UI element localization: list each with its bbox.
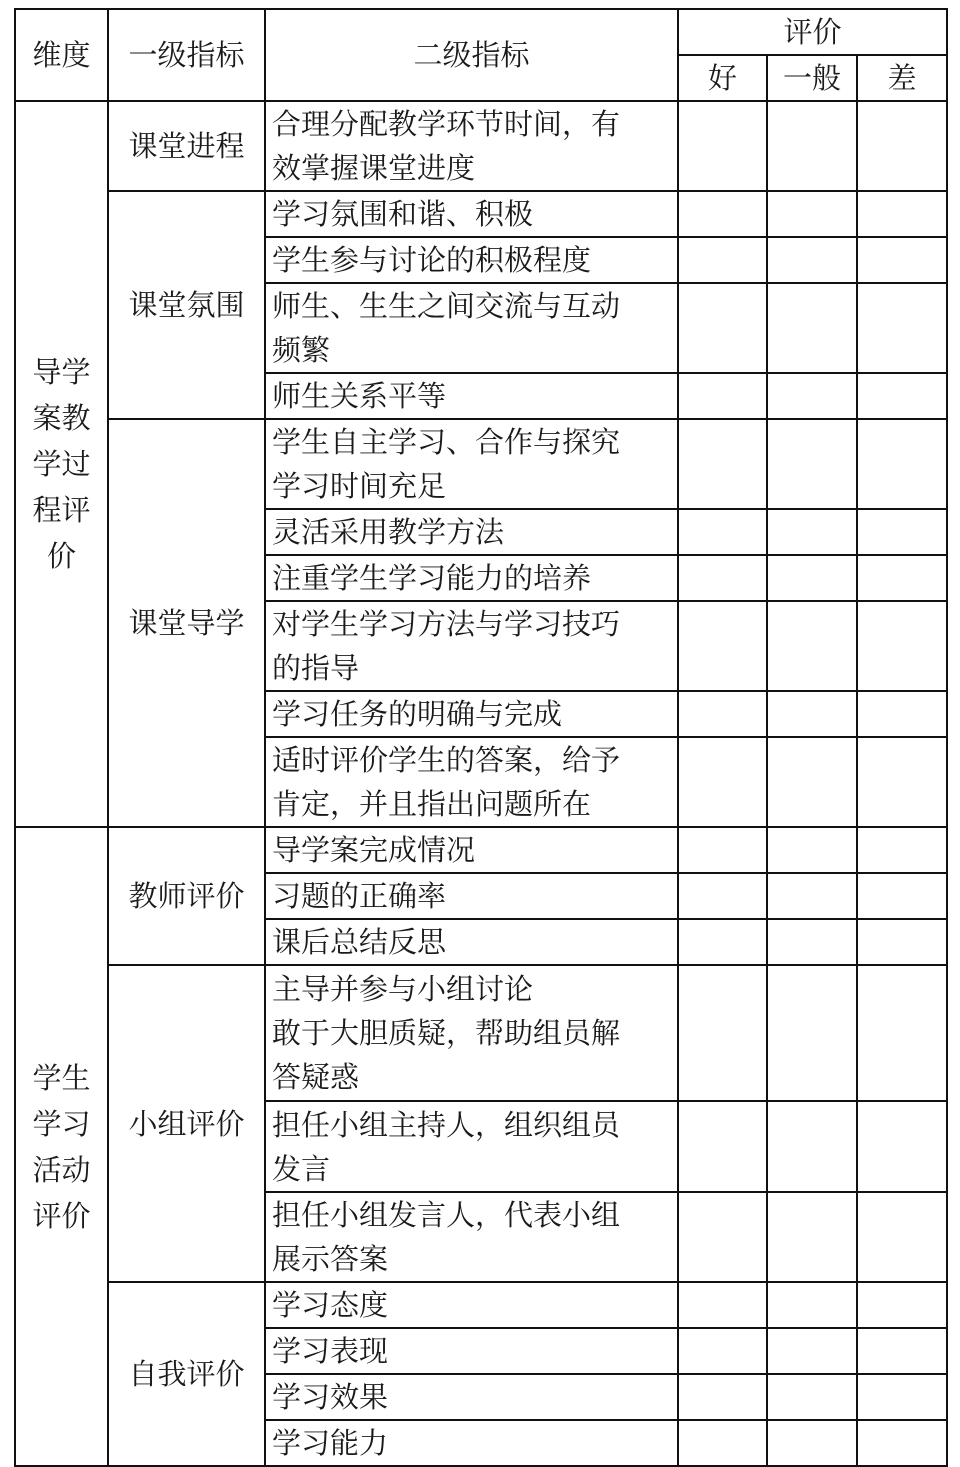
rating-good-cell[interactable] <box>678 965 767 1101</box>
level2-cell: 学习态度 <box>265 1282 678 1328</box>
rating-poor-cell[interactable] <box>857 283 947 373</box>
rating-good-cell[interactable] <box>678 1420 767 1466</box>
rating-poor-cell[interactable] <box>857 1282 947 1328</box>
level2-cell: 担任小组发言人，代表小组 展示答案 <box>265 1192 678 1282</box>
rating-good-cell[interactable] <box>678 509 767 555</box>
table-row <box>15 191 947 237</box>
rating-poor-cell[interactable] <box>857 373 947 419</box>
rating-good-cell[interactable] <box>678 373 767 419</box>
rating-poor-cell[interactable] <box>857 737 947 827</box>
header-evaluation: 评价 <box>678 9 947 55</box>
header-level2: 二级指标 <box>265 9 678 101</box>
rating-good-cell[interactable] <box>678 1374 767 1420</box>
level2-cell: 学习效果 <box>265 1374 678 1420</box>
level1-cell: 小组评价 <box>108 965 265 1282</box>
level1-cell: 自我评价 <box>108 1282 265 1466</box>
level2-cell: 学生参与讨论的积极程度 <box>265 237 678 283</box>
table-row <box>15 419 947 509</box>
table-row <box>15 827 947 873</box>
rating-average-cell[interactable] <box>767 283 857 373</box>
dimension-cell: 学生 学习 活动 评价 <box>15 827 108 1466</box>
rating-poor-cell[interactable] <box>857 509 947 555</box>
header-average: 一般 <box>767 55 857 101</box>
level2-cell: 学习任务的明确与完成 <box>265 691 678 737</box>
rating-average-cell[interactable] <box>767 965 857 1101</box>
level2-cell: 合理分配教学环节时间，有 效掌握课堂进度 <box>265 101 678 191</box>
rating-average-cell[interactable] <box>767 419 857 509</box>
rating-good-cell[interactable] <box>678 419 767 509</box>
rating-good-cell[interactable] <box>678 1101 767 1192</box>
rating-poor-cell[interactable] <box>857 873 947 919</box>
rating-poor-cell[interactable] <box>857 191 947 237</box>
rating-poor-cell[interactable] <box>857 965 947 1101</box>
rating-average-cell[interactable] <box>767 101 857 191</box>
rating-good-cell[interactable] <box>678 737 767 827</box>
rating-good-cell[interactable] <box>678 101 767 191</box>
rating-average-cell[interactable] <box>767 601 857 691</box>
rating-good-cell[interactable] <box>678 191 767 237</box>
rating-average-cell[interactable] <box>767 691 857 737</box>
level2-cell: 习题的正确率 <box>265 873 678 919</box>
rating-poor-cell[interactable] <box>857 1420 947 1466</box>
header-poor: 差 <box>857 55 947 101</box>
rating-good-cell[interactable] <box>678 1192 767 1282</box>
level2-cell: 课后总结反思 <box>265 919 678 965</box>
rating-poor-cell[interactable] <box>857 601 947 691</box>
rating-good-cell[interactable] <box>678 827 767 873</box>
rating-good-cell[interactable] <box>678 1328 767 1374</box>
rating-average-cell[interactable] <box>767 237 857 283</box>
rating-poor-cell[interactable] <box>857 827 947 873</box>
level2-cell: 学习能力 <box>265 1420 678 1466</box>
rating-average-cell[interactable] <box>767 191 857 237</box>
rating-average-cell[interactable] <box>767 373 857 419</box>
level2-cell: 师生关系平等 <box>265 373 678 419</box>
rating-poor-cell[interactable] <box>857 1328 947 1374</box>
rating-average-cell[interactable] <box>767 737 857 827</box>
rating-poor-cell[interactable] <box>857 101 947 191</box>
level2-cell: 担任小组主持人，组织组员 发言 <box>265 1101 678 1192</box>
rating-good-cell[interactable] <box>678 555 767 601</box>
table-row <box>15 1282 947 1328</box>
rating-good-cell[interactable] <box>678 283 767 373</box>
header-good: 好 <box>678 55 767 101</box>
level2-cell: 学生自主学习、合作与探究 学习时间充足 <box>265 419 678 509</box>
rating-average-cell[interactable] <box>767 509 857 555</box>
rating-average-cell[interactable] <box>767 1192 857 1282</box>
level2-cell: 对学生学习方法与学习技巧 的指导 <box>265 601 678 691</box>
rating-average-cell[interactable] <box>767 873 857 919</box>
rating-average-cell[interactable] <box>767 1328 857 1374</box>
rating-poor-cell[interactable] <box>857 419 947 509</box>
level2-cell: 适时评价学生的答案，给予 肯定，并且指出问题所在 <box>265 737 678 827</box>
level2-cell: 注重学生学习能力的培养 <box>265 555 678 601</box>
dimension-cell: 导学 案教 学过 程评 价 <box>15 101 108 827</box>
rating-poor-cell[interactable] <box>857 691 947 737</box>
evaluation-table <box>14 8 948 1467</box>
rating-poor-cell[interactable] <box>857 1192 947 1282</box>
rating-good-cell[interactable] <box>678 1282 767 1328</box>
rating-good-cell[interactable] <box>678 691 767 737</box>
header-level1: 一级指标 <box>108 9 265 101</box>
level1-cell: 课堂氛围 <box>108 191 265 419</box>
table-row <box>15 101 947 191</box>
rating-good-cell[interactable] <box>678 873 767 919</box>
level2-cell: 主导并参与小组讨论 敢于大胆质疑，帮助组员解 答疑惑 <box>265 965 678 1101</box>
rating-poor-cell[interactable] <box>857 555 947 601</box>
level1-cell: 教师评价 <box>108 827 265 965</box>
rating-average-cell[interactable] <box>767 1420 857 1466</box>
rating-poor-cell[interactable] <box>857 1374 947 1420</box>
rating-average-cell[interactable] <box>767 1101 857 1192</box>
rating-good-cell[interactable] <box>678 237 767 283</box>
rating-average-cell[interactable] <box>767 919 857 965</box>
rating-average-cell[interactable] <box>767 827 857 873</box>
level1-cell: 课堂导学 <box>108 419 265 827</box>
table-body <box>15 9 947 1466</box>
rating-poor-cell[interactable] <box>857 1101 947 1192</box>
rating-poor-cell[interactable] <box>857 237 947 283</box>
rating-good-cell[interactable] <box>678 601 767 691</box>
header-dimension: 维度 <box>15 9 108 101</box>
level1-cell: 课堂进程 <box>108 101 265 191</box>
level2-cell: 灵活采用教学方法 <box>265 509 678 555</box>
level2-cell: 师生、生生之间交流与互动 频繁 <box>265 283 678 373</box>
table-row <box>15 965 947 1101</box>
rating-average-cell[interactable] <box>767 555 857 601</box>
rating-average-cell[interactable] <box>767 1374 857 1420</box>
rating-good-cell[interactable] <box>678 919 767 965</box>
rating-average-cell[interactable] <box>767 1282 857 1328</box>
level2-cell: 学习表现 <box>265 1328 678 1374</box>
level2-cell: 导学案完成情况 <box>265 827 678 873</box>
rating-poor-cell[interactable] <box>857 919 947 965</box>
level2-cell: 学习氛围和谐、积极 <box>265 191 678 237</box>
header-row <box>15 9 947 55</box>
